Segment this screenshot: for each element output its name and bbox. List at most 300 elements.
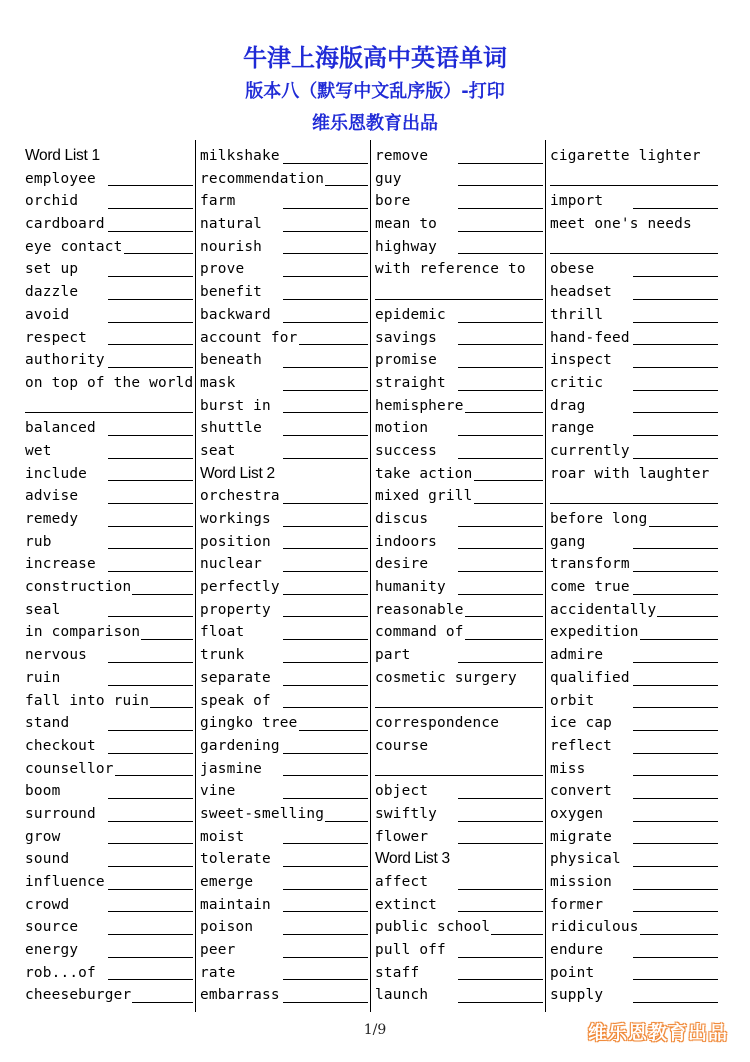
answer-blank <box>633 548 718 549</box>
answer-blank <box>283 526 368 527</box>
english-word: ruin <box>25 667 61 690</box>
answer-blank <box>633 662 718 663</box>
english-word: hand-feed <box>550 327 631 350</box>
word-row <box>25 758 193 781</box>
english-word: currently <box>550 440 631 463</box>
answer-blank <box>283 707 368 708</box>
english-word: bore <box>375 190 411 213</box>
word-row <box>375 621 543 644</box>
word-row <box>25 304 193 327</box>
answer-blank <box>633 979 718 980</box>
answer-blank <box>458 344 543 345</box>
english-word: gardening <box>200 735 281 758</box>
word-row <box>200 395 368 418</box>
english-word: crowd <box>25 894 70 917</box>
english-word: milkshake <box>200 145 281 168</box>
word-row <box>200 962 368 985</box>
english-word: mean to <box>375 213 438 236</box>
word-row <box>550 145 718 168</box>
answer-blank <box>458 185 543 186</box>
word-row <box>25 281 193 304</box>
word-row <box>200 576 368 599</box>
word-row <box>375 508 543 531</box>
answer-blank <box>458 639 543 640</box>
answer-blank <box>283 798 368 799</box>
english-word: headset <box>550 281 613 304</box>
english-word: sound <box>25 848 70 871</box>
answer-line <box>550 236 718 259</box>
word-row <box>375 826 543 849</box>
english-word: workings <box>200 508 272 531</box>
english-word: oxygen <box>550 803 604 826</box>
answer-blank <box>283 1002 368 1003</box>
english-word: promise <box>375 349 438 372</box>
word-row <box>200 372 368 395</box>
english-word: include <box>25 463 88 486</box>
answer-blank <box>108 730 193 731</box>
answer-blank <box>108 185 193 186</box>
word-row <box>550 758 718 781</box>
word-row <box>200 871 368 894</box>
english-word: wet <box>25 440 53 463</box>
word-row <box>200 531 368 554</box>
word-row <box>550 531 718 554</box>
answer-blank <box>283 753 368 754</box>
english-word: jasmine <box>200 758 263 781</box>
word-list-title: Word List 3 <box>375 848 451 871</box>
answer-blank <box>283 979 368 980</box>
word-row <box>375 531 543 554</box>
english-word: float <box>200 621 245 644</box>
english-word: orchestra <box>200 485 281 508</box>
english-word: import <box>550 190 604 213</box>
answer-blank <box>108 957 193 958</box>
answer-blank <box>108 866 193 867</box>
word-row <box>550 848 718 871</box>
answer-blank <box>633 753 718 754</box>
answer-blank <box>633 276 718 277</box>
word-row <box>200 258 368 281</box>
word-row <box>550 417 718 440</box>
word-row <box>200 349 368 372</box>
word-row <box>200 599 368 622</box>
english-word: command of <box>375 621 465 644</box>
english-word: nervous <box>25 644 88 667</box>
english-word: with reference to <box>375 258 527 281</box>
answer-blank <box>108 435 193 436</box>
publisher-line: 维乐恩教育出品 <box>312 113 438 134</box>
english-word: grow <box>25 826 61 849</box>
word-row <box>550 213 718 236</box>
word-row <box>25 349 193 372</box>
answer-blank <box>458 163 543 164</box>
word-row <box>200 780 368 803</box>
answer-blank <box>633 435 718 436</box>
answer-blank <box>458 458 543 459</box>
word-row <box>200 894 368 917</box>
word-row <box>200 508 368 531</box>
word-row <box>375 871 543 894</box>
english-word: prove <box>200 258 245 281</box>
english-word: gang <box>550 531 586 554</box>
answer-blank <box>108 299 193 300</box>
word-row <box>550 962 718 985</box>
word-row <box>25 190 193 213</box>
english-word: rub <box>25 531 53 554</box>
english-word: gingko tree <box>200 712 299 735</box>
answer-blank <box>633 299 718 300</box>
english-word: staff <box>375 962 420 985</box>
answer-blank <box>108 934 193 935</box>
word-row <box>200 826 368 849</box>
answer-blank <box>633 367 718 368</box>
word-row <box>375 417 543 440</box>
word-row <box>550 916 718 939</box>
english-word: come true <box>550 576 631 599</box>
answer-blank <box>550 185 718 186</box>
word-row <box>375 644 543 667</box>
answer-blank <box>108 889 193 890</box>
answer-blank <box>108 662 193 663</box>
word-row <box>375 667 543 690</box>
english-word: tolerate <box>200 848 272 871</box>
english-word: seat <box>200 440 236 463</box>
word-row <box>200 644 368 667</box>
english-word: employee <box>25 168 97 191</box>
answer-blank <box>458 253 543 254</box>
word-row <box>200 485 368 508</box>
word-row <box>550 644 718 667</box>
word-row <box>550 894 718 917</box>
english-word: migrate <box>550 826 613 849</box>
word-row <box>550 576 718 599</box>
word-column-2 <box>200 145 368 1017</box>
word-row <box>550 281 718 304</box>
answer-line <box>550 485 718 508</box>
answer-blank <box>108 753 193 754</box>
english-word: motion <box>375 417 429 440</box>
word-row <box>375 440 543 463</box>
word-row <box>25 213 193 236</box>
english-word: former <box>550 894 604 917</box>
word-row <box>200 916 368 939</box>
answer-blank <box>108 526 193 527</box>
word-row <box>375 213 543 236</box>
answer-blank <box>283 503 368 504</box>
answer-blank <box>283 911 368 912</box>
word-row <box>375 485 543 508</box>
word-row <box>550 349 718 372</box>
word-row <box>375 304 543 327</box>
english-word: inspect <box>550 349 613 372</box>
word-row <box>25 803 193 826</box>
english-word: stand <box>25 712 70 735</box>
answer-blank <box>283 639 368 640</box>
english-word: desire <box>375 553 429 576</box>
english-word: avoid <box>25 304 70 327</box>
answer-blank <box>283 662 368 663</box>
answer-blank <box>108 616 193 617</box>
english-word: cardboard <box>25 213 106 236</box>
word-row <box>375 803 543 826</box>
word-row <box>375 372 543 395</box>
english-word: reflect <box>550 735 613 758</box>
english-word: flower <box>375 826 429 849</box>
english-word: set up <box>25 258 79 281</box>
answer-blank <box>108 685 193 686</box>
answer-blank <box>283 889 368 890</box>
answer-blank <box>458 798 543 799</box>
word-row <box>25 485 193 508</box>
answer-blank <box>633 707 718 708</box>
word-row <box>550 372 718 395</box>
english-word: seal <box>25 599 61 622</box>
answer-blank <box>283 299 368 300</box>
english-word: dazzle <box>25 281 79 304</box>
word-row <box>375 236 543 259</box>
answer-blank <box>283 594 368 595</box>
english-word: hemisphere <box>375 395 465 418</box>
word-row <box>25 894 193 917</box>
english-word: transform <box>550 553 631 576</box>
column-divider-2 <box>370 140 371 1012</box>
answer-line <box>375 690 543 713</box>
word-row <box>375 168 543 191</box>
english-word: eye contact <box>25 236 124 259</box>
english-word: maintain <box>200 894 272 917</box>
english-word: counsellor <box>25 758 115 781</box>
english-word: embarrass <box>200 984 281 1007</box>
english-word: remedy <box>25 508 79 531</box>
english-word: cosmetic surgery <box>375 667 518 690</box>
answer-line <box>375 758 543 781</box>
english-word: swiftly <box>375 803 438 826</box>
word-row <box>25 712 193 735</box>
english-word: account for <box>200 327 299 350</box>
page-subtitle: 版本八（默写中文乱序版）-打印 <box>245 81 505 102</box>
answer-blank <box>283 253 368 254</box>
answer-blank <box>633 730 718 731</box>
answer-blank <box>458 662 543 663</box>
word-row <box>375 463 543 486</box>
answer-blank <box>283 685 368 686</box>
english-word: straight <box>375 372 447 395</box>
word-row <box>25 531 193 554</box>
answer-blank <box>458 1002 543 1003</box>
word-row <box>375 576 543 599</box>
word-row <box>25 848 193 871</box>
english-word: source <box>25 916 79 939</box>
answer-blank <box>108 322 193 323</box>
answer-blank <box>633 1002 718 1003</box>
english-word: course <box>375 735 429 758</box>
word-row <box>550 667 718 690</box>
answer-blank <box>108 843 193 844</box>
word-row <box>200 667 368 690</box>
english-word: meet one's needs <box>550 213 693 236</box>
word-row <box>25 962 193 985</box>
word-row <box>550 440 718 463</box>
word-row <box>25 690 193 713</box>
english-word: construction <box>25 576 132 599</box>
word-row <box>25 780 193 803</box>
english-word: emerge <box>200 871 254 894</box>
word-row <box>550 621 718 644</box>
answer-blank <box>108 276 193 277</box>
answer-blank <box>108 798 193 799</box>
answer-blank <box>283 322 368 323</box>
answer-blank <box>283 412 368 413</box>
english-word: accidentally <box>550 599 657 622</box>
word-list-heading <box>25 145 193 168</box>
word-row <box>550 395 718 418</box>
english-word: boom <box>25 780 61 803</box>
answer-blank <box>283 866 368 867</box>
word-row <box>550 712 718 735</box>
answer-blank <box>633 843 718 844</box>
word-row <box>375 599 543 622</box>
english-word: roar with laughter <box>550 463 711 486</box>
word-row <box>550 327 718 350</box>
answer-blank <box>375 775 543 776</box>
answer-blank <box>375 707 543 708</box>
answer-blank <box>283 616 368 617</box>
english-word: ridiculous <box>550 916 640 939</box>
answer-blank <box>633 639 718 640</box>
english-word: humanity <box>375 576 447 599</box>
word-row <box>25 984 193 1007</box>
english-word: highway <box>375 236 438 259</box>
english-word: indoors <box>375 531 438 554</box>
english-word: orbit <box>550 690 595 713</box>
word-row <box>550 939 718 962</box>
word-row <box>550 803 718 826</box>
english-word: correspondence <box>375 712 500 735</box>
english-word: authority <box>25 349 106 372</box>
answer-blank <box>283 390 368 391</box>
word-row <box>200 190 368 213</box>
answer-blank <box>458 548 543 549</box>
word-row <box>550 690 718 713</box>
answer-blank <box>633 571 718 572</box>
word-row <box>200 553 368 576</box>
word-row <box>550 984 718 1007</box>
word-row <box>375 712 543 735</box>
answer-blank <box>633 208 718 209</box>
word-row <box>200 213 368 236</box>
answer-blank <box>283 548 368 549</box>
english-word: affect <box>375 871 429 894</box>
english-word: sweet-smelling <box>200 803 325 826</box>
word-row <box>200 417 368 440</box>
answer-blank <box>633 821 718 822</box>
english-word: influence <box>25 871 106 894</box>
english-word: rob...of <box>25 962 97 985</box>
answer-blank <box>458 979 543 980</box>
answer-blank <box>550 503 718 504</box>
answer-blank <box>458 571 543 572</box>
word-row <box>25 417 193 440</box>
english-word: surround <box>25 803 97 826</box>
english-word: trunk <box>200 644 245 667</box>
answer-blank <box>283 435 368 436</box>
word-row <box>375 395 543 418</box>
english-word: advise <box>25 485 79 508</box>
english-word: physical <box>550 848 622 871</box>
answer-blank <box>458 616 543 617</box>
word-row <box>375 258 543 281</box>
english-word: on top of the world <box>25 372 194 395</box>
word-row <box>200 281 368 304</box>
english-word: mask <box>200 372 236 395</box>
english-word: object <box>375 780 429 803</box>
page-number: 1/9 <box>363 1022 387 1038</box>
word-row <box>25 644 193 667</box>
english-word: obese <box>550 258 595 281</box>
answer-blank <box>633 866 718 867</box>
answer-blank <box>633 775 718 776</box>
answer-blank <box>108 480 193 481</box>
english-word: miss <box>550 758 586 781</box>
word-list-title: Word List 2 <box>200 463 276 486</box>
word-row <box>550 735 718 758</box>
english-word: backward <box>200 304 272 327</box>
english-word: shuttle <box>200 417 263 440</box>
english-word: range <box>550 417 595 440</box>
answer-blank <box>458 435 543 436</box>
answer-blank <box>283 231 368 232</box>
english-word: remove <box>375 145 429 168</box>
answer-blank <box>633 322 718 323</box>
word-row <box>200 236 368 259</box>
answer-blank <box>108 231 193 232</box>
word-row <box>25 667 193 690</box>
answer-blank <box>458 208 543 209</box>
english-word: poison <box>200 916 254 939</box>
answer-blank <box>108 821 193 822</box>
word-row <box>200 803 368 826</box>
word-row <box>25 327 193 350</box>
word-list-heading <box>200 463 368 486</box>
english-word: pull off <box>375 939 447 962</box>
word-row <box>25 621 193 644</box>
word-row <box>200 145 368 168</box>
column-divider-1 <box>195 140 196 1012</box>
answer-blank <box>283 458 368 459</box>
english-word: part <box>375 644 411 667</box>
answer-blank <box>283 367 368 368</box>
english-word: respect <box>25 327 88 350</box>
word-row <box>550 304 718 327</box>
answer-blank <box>458 412 543 413</box>
english-word: guy <box>375 168 403 191</box>
english-word: public school <box>375 916 491 939</box>
english-word: balanced <box>25 417 97 440</box>
word-row <box>375 145 543 168</box>
word-row <box>375 190 543 213</box>
english-word: mission <box>550 871 613 894</box>
answer-blank <box>633 390 718 391</box>
english-word: cigarette lighter <box>550 145 702 168</box>
word-row <box>25 508 193 531</box>
word-row <box>550 553 718 576</box>
answer-blank <box>458 843 543 844</box>
word-row <box>25 826 193 849</box>
word-row <box>25 599 193 622</box>
english-word: energy <box>25 939 79 962</box>
english-word: checkout <box>25 735 97 758</box>
word-row <box>375 916 543 939</box>
